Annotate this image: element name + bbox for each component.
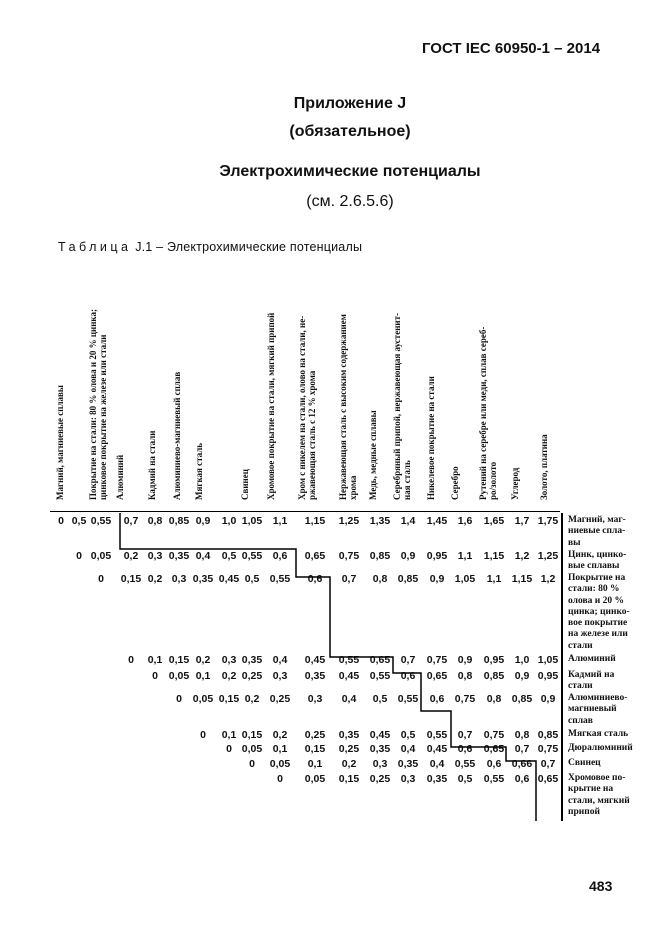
table-cell: 1,15	[483, 550, 505, 562]
table-cell: 1,6	[457, 515, 473, 527]
table-cell: 0,66	[511, 758, 533, 770]
table-cell: 0	[58, 515, 64, 527]
table-cell: 0,05	[192, 693, 214, 705]
table-cell: 0,85	[537, 729, 559, 741]
table-cell: 0,15	[218, 693, 240, 705]
table-cell: 0,8	[514, 729, 530, 741]
table-cell: 0,45	[338, 670, 360, 682]
table-cell: 0,45	[426, 743, 448, 755]
table-cell: 1,75	[537, 515, 559, 527]
table-cell: 0,45	[304, 654, 326, 666]
table-cell: 0,3	[272, 670, 288, 682]
row-label: Цинк, цинко- вые сплавы	[568, 550, 627, 572]
table-cell: 0,35	[397, 758, 419, 770]
table-cell: 0,35	[369, 743, 391, 755]
table-cell: 0,25	[241, 670, 263, 682]
table-cell: 0,7	[400, 654, 416, 666]
table-cell: 1,1	[457, 550, 473, 562]
table-cell: 0,75	[537, 743, 559, 755]
table-cell: 1,65	[483, 515, 505, 527]
table-cell: 0,6	[272, 550, 288, 562]
table-cell: 0,65	[304, 550, 326, 562]
table-cell: 0,65	[369, 654, 391, 666]
table-cell: 0,2	[244, 693, 260, 705]
table-cell: 0,55	[369, 670, 391, 682]
appendix-status: (обязательное)	[289, 123, 411, 140]
table-cell: 0,15	[304, 743, 326, 755]
table-cell: 0,3	[221, 654, 237, 666]
table-cell: 0,55	[426, 729, 448, 741]
table-cell: 0,15	[241, 729, 263, 741]
table-cell: 0,3	[147, 550, 163, 562]
table-cell: 0,55	[338, 654, 360, 666]
table-cell: 0,2	[272, 729, 288, 741]
table-cell: 0,25	[369, 773, 391, 785]
table-cell: 0,5	[372, 693, 388, 705]
table-cell: 1,0	[221, 515, 237, 527]
table-cell: 0,35	[192, 573, 214, 585]
table-cell: 0,4	[272, 654, 288, 666]
table-cell: 1,7	[514, 515, 530, 527]
table-cell: 0,85	[369, 550, 391, 562]
table-cell: 0,9	[429, 573, 445, 585]
table-cell: 0,9	[195, 515, 211, 527]
table-cell: 0,55	[454, 758, 476, 770]
table-cell: 0,25	[269, 693, 291, 705]
row-label: Мягкая сталь	[568, 729, 629, 739]
table-cell: 0,4	[429, 758, 445, 770]
table-cell: 0	[152, 670, 158, 682]
table-cell: 0,6	[429, 693, 445, 705]
table-cell: 1,35	[369, 515, 391, 527]
table-cell: 0,2	[221, 670, 237, 682]
table-cell: 1,05	[241, 515, 263, 527]
table-cell: 0,7	[540, 758, 556, 770]
page-number: 483	[589, 878, 613, 894]
row-label: Магний, маг- ниевые спла- вы	[568, 515, 626, 548]
table-cell: 0,9	[540, 693, 556, 705]
row-label: Покрытие на стали: 80 % олова и 20 % цинка; цинко- вое покрытие на железе или стали	[568, 573, 630, 651]
table-cell: 0,9	[514, 670, 530, 682]
table-cell: 1,25	[338, 515, 360, 527]
table-cell: 0,85	[397, 573, 419, 585]
table-cell: 1,1	[486, 573, 502, 585]
table-cell: 0	[277, 773, 283, 785]
table-cell: 0,4	[195, 550, 211, 562]
staircase-line	[120, 513, 536, 821]
table-cell: 0,1	[195, 670, 211, 682]
table-cell: 0,7	[341, 573, 357, 585]
table-cell: 1,0	[514, 654, 530, 666]
table-cell: 0,1	[272, 743, 288, 755]
table-cell: 0,6	[486, 758, 502, 770]
table-cell: 0,95	[426, 550, 448, 562]
table-cell: 0,75	[426, 654, 448, 666]
row-label: Хромовое по- крытие на стали, мягкий припой	[568, 773, 630, 817]
table-cell: 0,2	[341, 758, 357, 770]
table-cell: 0,3	[307, 693, 323, 705]
table-cell: 0,75	[454, 693, 476, 705]
section-reference: (см. 2.6.5.6)	[306, 193, 394, 210]
table-cell: 0,5	[221, 550, 237, 562]
table-cell: 0	[128, 654, 134, 666]
table-cell: 0,25	[338, 743, 360, 755]
table-cell: 0,55	[397, 693, 419, 705]
table-cell: 0,05	[241, 743, 263, 755]
table-cell: 1,2	[514, 550, 530, 562]
table-cell: 0,95	[483, 654, 505, 666]
table-cell: 0,55	[241, 550, 263, 562]
table-cell: 0,65	[483, 743, 505, 755]
section-title: Электрохимические потенциалы	[219, 163, 481, 180]
table-cell: 0,05	[304, 773, 326, 785]
table-cell: 0,25	[304, 729, 326, 741]
table-cell: 0,8	[486, 693, 502, 705]
table-cell: 1,05	[454, 573, 476, 585]
table-cell: 0,6	[307, 573, 323, 585]
table-cell: 1,15	[304, 515, 326, 527]
table-cell: 0,85	[168, 515, 190, 527]
row-label: Алюминиево- магниевый сплав	[568, 693, 628, 726]
table-cell: 0,45	[369, 729, 391, 741]
table-cell: 0,8	[147, 515, 163, 527]
table-cell: 0,5	[457, 773, 473, 785]
table-cell: 1,15	[511, 573, 533, 585]
table-cell: 0,05	[168, 670, 190, 682]
table-cell: 0,35	[426, 773, 448, 785]
table-cell: 0,7	[123, 515, 139, 527]
table-cell: 1,25	[537, 550, 559, 562]
table-cell: 0	[76, 550, 82, 562]
table-cell: 0,75	[483, 729, 505, 741]
table-cell: 0	[200, 729, 206, 741]
table-cell: 0,4	[341, 693, 357, 705]
table-cell: 0,2	[195, 654, 211, 666]
table-cell: 0,1	[307, 758, 323, 770]
table-cell: 0,5	[244, 573, 260, 585]
table-cell: 0,35	[168, 550, 190, 562]
table-cell: 0,05	[90, 550, 112, 562]
table-cell: 0,6	[514, 773, 530, 785]
table-cell: 0,35	[241, 654, 263, 666]
table-cell: 0,45	[218, 573, 240, 585]
table-cell: 0,6	[400, 670, 416, 682]
table-cell: 0,9	[457, 654, 473, 666]
table-cell: 0,7	[457, 729, 473, 741]
row-label: Кадмий на стали	[568, 670, 615, 692]
table-cell: 0,3	[171, 573, 187, 585]
table-cell: 0,8	[457, 670, 473, 682]
table-cell: 0,95	[537, 670, 559, 682]
table-cell: 0,9	[400, 550, 416, 562]
table-caption-label: Таблица	[58, 240, 132, 254]
table-cell: 0,2	[147, 573, 163, 585]
table-cell: 0	[98, 573, 104, 585]
table-cell: 0,1	[221, 729, 237, 741]
table-cell: 0,55	[483, 773, 505, 785]
table-cell: 0,55	[90, 515, 112, 527]
standard-number: ГОСТ IEC 60950-1 – 2014	[422, 40, 601, 57]
table-cell: 0,15	[338, 773, 360, 785]
table-cell: 0,35	[338, 729, 360, 741]
table-cell: 0,05	[269, 758, 291, 770]
table-cell: 0,5	[71, 515, 87, 527]
table-cell: 0,75	[338, 550, 360, 562]
table-cell: 0	[176, 693, 182, 705]
appendix-title: Приложение J	[293, 95, 407, 112]
table-cell: 0,3	[372, 758, 388, 770]
table-cell: 1,45	[426, 515, 448, 527]
table-cell: 0,85	[511, 693, 533, 705]
table-cell: 0,6	[457, 743, 473, 755]
table-cell: 0,8	[372, 573, 388, 585]
table-cell: 0,65	[537, 773, 559, 785]
table-cell: 1,1	[272, 515, 288, 527]
table-cell: 0,15	[120, 573, 142, 585]
table-caption-text: J.1 – Электрохимические потенциалы	[131, 240, 363, 254]
table-cell: 0,2	[123, 550, 139, 562]
table-cell: 0,85	[483, 670, 505, 682]
table-cell: 0,7	[514, 743, 530, 755]
table-cell: 0	[249, 758, 255, 770]
table-cell: 0,65	[426, 670, 448, 682]
row-label: Дюралюминий	[568, 743, 633, 753]
table-cell: 0,4	[400, 743, 416, 755]
table-cell: 0	[226, 743, 232, 755]
table-cell: 0,1	[147, 654, 163, 666]
table-cell: 1,2	[540, 573, 556, 585]
table-cell: 1,4	[400, 515, 416, 527]
table-cell: 0,3	[400, 773, 416, 785]
table-cell: 0,55	[269, 573, 291, 585]
table-cell: 0,5	[400, 729, 416, 741]
table-cell: 1,05	[537, 654, 559, 666]
row-label: Алюминий	[568, 654, 616, 664]
table-cell: 0,15	[168, 654, 190, 666]
table-cell: 0,35	[304, 670, 326, 682]
row-label: Свинец	[568, 758, 601, 768]
